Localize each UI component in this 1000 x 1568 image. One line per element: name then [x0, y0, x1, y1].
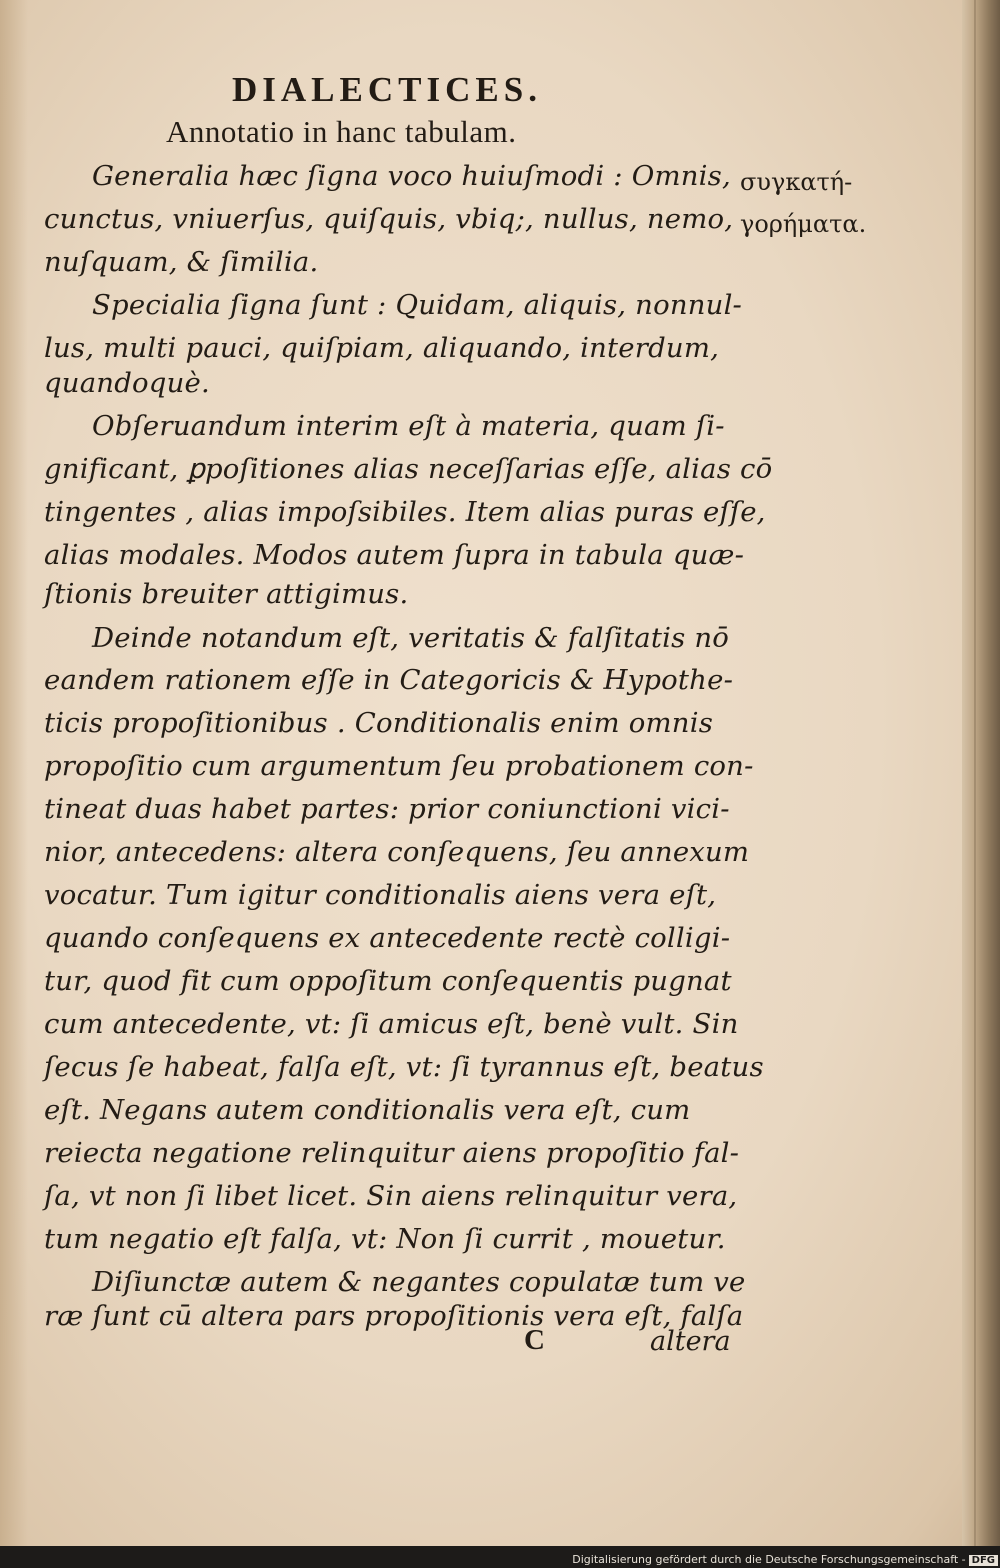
page-edge-line [974, 0, 976, 1568]
page-fore-edge [962, 0, 1000, 1568]
text-line: ſtionis breuiter attigimus. [44, 578, 409, 610]
text-line: ſa, vt non ſi libet licet. Sin aiens relinquitur vera, [44, 1180, 738, 1212]
text-line: eandem rationem eſſe in Categoricis & Hypothe- [44, 664, 734, 696]
marginal-note: γορήματα. [740, 210, 867, 238]
text-line: Generalia hæc ſigna voco huiuſmodi : Omnis, [92, 160, 731, 192]
text-line: gnificant, ꝑpoſitiones alias neceſſarias eſſe, alias cō [44, 453, 773, 485]
text-line: ticis propoſitionibus . Conditionalis enim omnis [44, 707, 714, 739]
funding-credit [572, 1553, 998, 1566]
text-line: lus, multi pauci, quiſpiam, aliquando, interdum, [44, 332, 720, 364]
text-line: cunctus, vniuerſus, quiſquis, vbiq;, nullus, nemo, [44, 203, 734, 235]
text-line: ſecus ſe habeat, falſa eſt, vt: ſi tyrannus eſt, beatus [44, 1051, 764, 1083]
text-line: propoſitio cum argumentum ſeu probationem con- [44, 750, 754, 782]
text-line: Obſeruandum interim eſt à materia, quam ſi- [92, 410, 725, 442]
page-gutter [0, 0, 28, 1568]
text-line: reiecta negatione relinquitur aiens propoſitio fal- [44, 1137, 740, 1169]
text-line: cum antecedente, vt: ſi amicus eſt, benè vult. Sin [44, 1008, 739, 1040]
text-line: eſt. Negans autem conditionalis vera eſt, cum [44, 1094, 691, 1126]
text-line: tineat duas habet partes: prior coniunctioni vici- [44, 793, 730, 825]
text-line: quandoquè. [44, 367, 210, 399]
text-line: Specialia ſigna ſunt : Quidam, aliquis, nonnul- [92, 289, 743, 321]
text-line: Deinde notandum eſt, veritatis & falſitatis nō [92, 622, 730, 654]
running-head: DIALECTICES. [232, 70, 542, 109]
dfg-logo: DFG [969, 1555, 998, 1566]
text-line: ræ ſunt cū altera pars propoſitionis vera eſt, falſa [44, 1300, 744, 1332]
text-line: vocatur. Tum igitur conditionalis aiens vera eſt, [44, 879, 717, 911]
text-line: quando conſequens ex antecedente rectè colligi- [44, 922, 731, 954]
text-line: alias modales. Modos autem ſupra in tabula quæ- [44, 539, 745, 571]
catchword: altera [650, 1326, 731, 1357]
text-line: tur, quod fit cum oppoſitum conſequentis pugnat [44, 965, 732, 997]
funding-credit-text: Digitalisierung gefördert durch die Deutsche Forschungsgemeinschaft - [572, 1553, 966, 1566]
text-line: nuſquam, & ſimilia. [44, 246, 319, 278]
text-line: Diſiunctæ autem & negantes copulatæ tum ve [92, 1266, 746, 1298]
text-line: tum negatio eſt falſa, vt: Non ſi currit , mouetur. [44, 1223, 726, 1255]
signature-mark: C [524, 1324, 545, 1356]
marginal-note: συγκατή- [740, 168, 853, 196]
text-line: tingentes , alias impoſsibiles. Item alias puras eſſe, [44, 496, 766, 528]
text-line: nior, antecedens: altera conſequens, ſeu annexum [44, 836, 750, 868]
section-title: Annotatio in hanc tabulam. [166, 114, 517, 149]
